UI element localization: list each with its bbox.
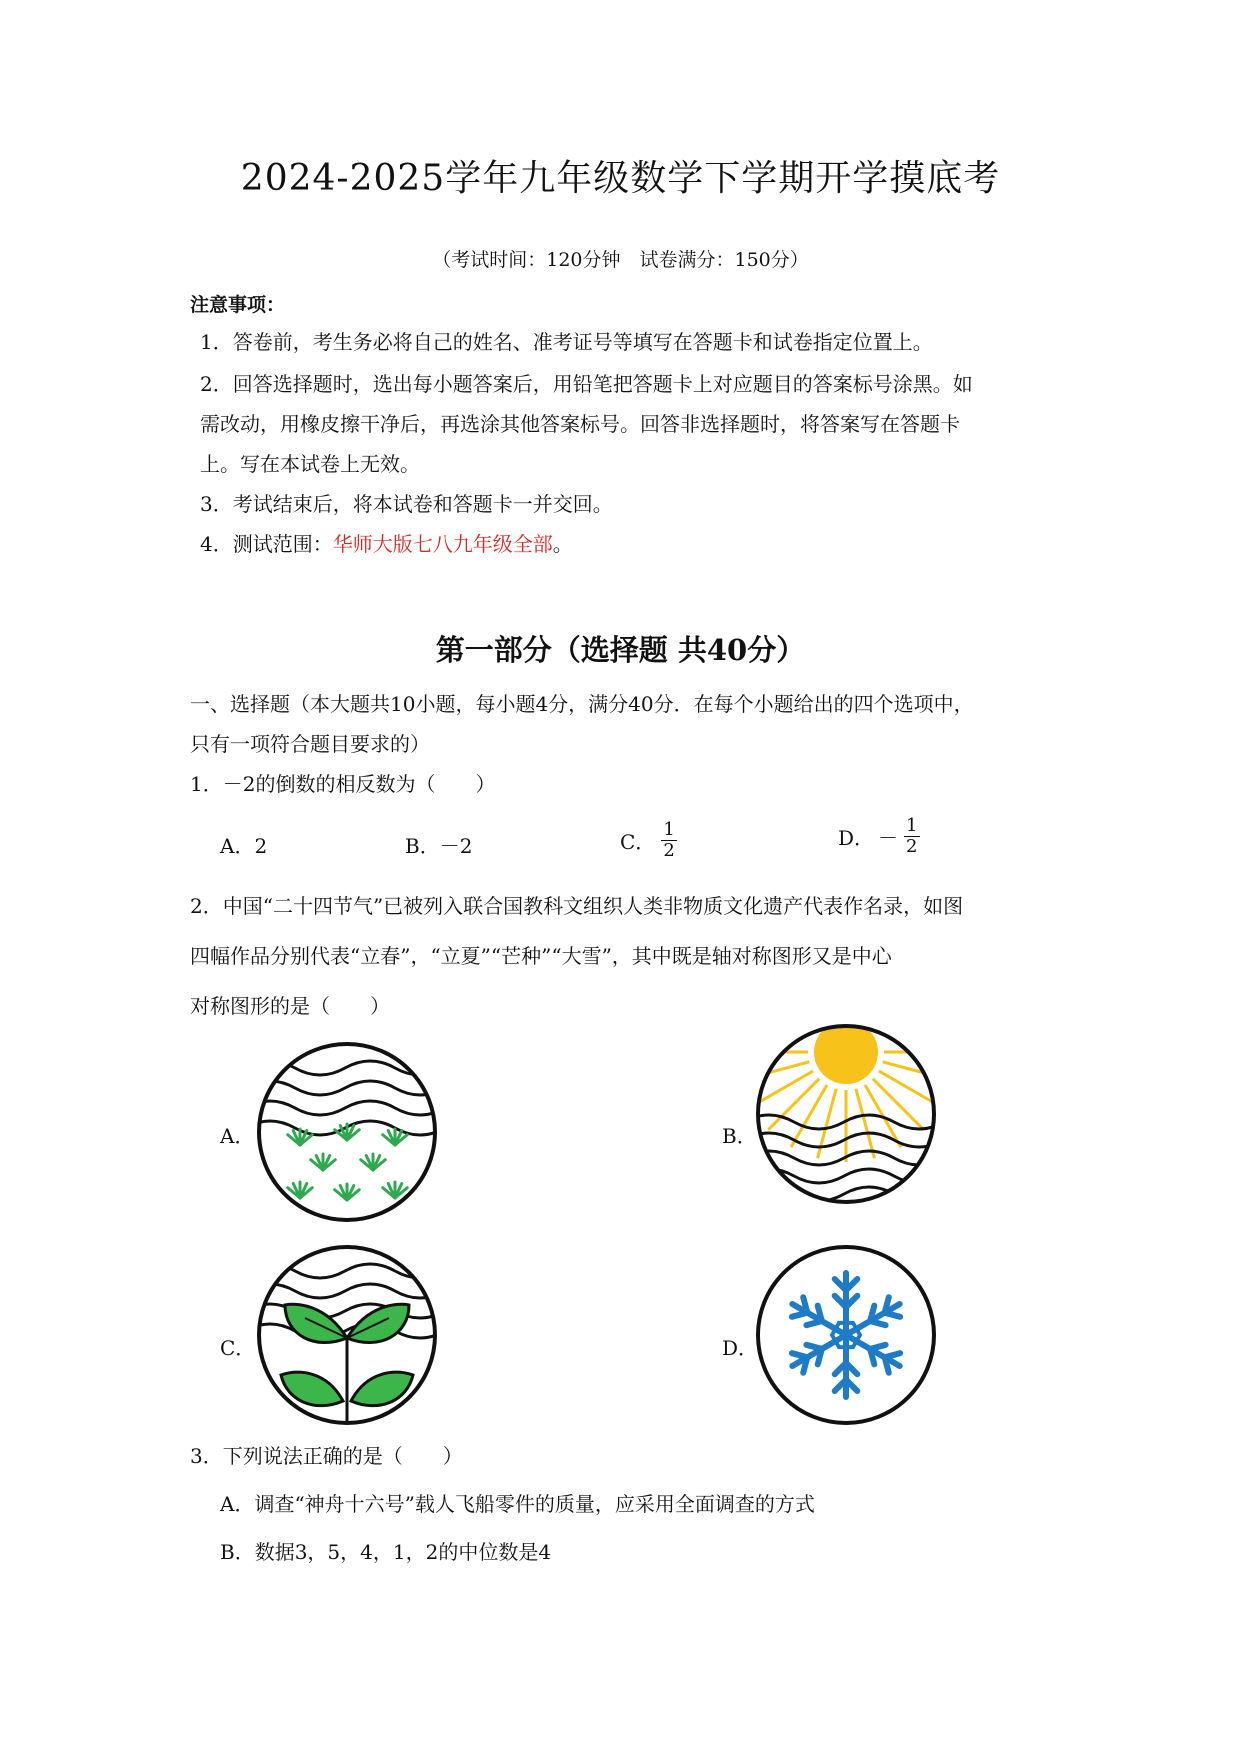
q1-option-c <box>620 820 677 861</box>
q1-stem: 1．－2的倒数的相反数为（ ） <box>190 772 496 796</box>
section-line-1: 一、选择题（本大题共10小题，每小题4分，满分40分．在每个小题给出的四个选项中， <box>190 692 974 716</box>
exam-info: （考试时间：120分钟 试卷满分：150分） <box>432 249 809 271</box>
q3-option-b: B．数据3，5，4，1，2的中位数是4 <box>220 1540 552 1564</box>
q2-line-3: 对称图形的是（ ） <box>190 994 390 1018</box>
sun-icon <box>814 1022 878 1084</box>
note-4-suffix: 。 <box>552 532 573 556</box>
q2-label-b: B． <box>722 1124 757 1148</box>
figure-c-grain-sprout <box>255 1243 439 1427</box>
fraction-half <box>661 820 676 861</box>
q2-label-d: D． <box>722 1336 759 1360</box>
figure-b-summer-sun-waves <box>754 1022 938 1206</box>
notes-heading: 注意事项： <box>190 294 286 316</box>
denominator: 2 <box>906 835 918 857</box>
note-4 <box>200 524 1060 564</box>
numerator: 1 <box>906 815 918 836</box>
fraction-half-negative <box>904 816 919 857</box>
q1-option-c-label: C． <box>620 829 656 854</box>
q2-label-a: A． <box>220 1124 255 1148</box>
minus-sign: － <box>878 825 899 850</box>
q2-label-c: C． <box>220 1336 256 1360</box>
section-line-2: 只有一项符合题目要求的） <box>190 732 430 756</box>
note-2-line-1: 2．回答选择题时，选出每小题答案后，用铅笔把答题卡上对应题目的答案标号涂黑。如 <box>200 372 973 396</box>
q1-option-d <box>838 816 920 857</box>
page-title: 2024-2025学年九年级数学下学期开学摸底考 <box>240 158 1001 199</box>
note-1: 1．答卷前，考生务必将自己的姓名、准考证号等填写在答题卡和试卷指定位置上。 <box>200 330 933 354</box>
test-scope: 华师大版七八九年级全部 <box>332 532 553 556</box>
note-4-prefix: 4．测试范围： <box>200 532 333 556</box>
q2-line-2: 四幅作品分别代表“立春”，“立夏”“芒种”“大雪”，其中既是轴对称图形又是中心 <box>190 944 892 968</box>
note-2-line-3: 上。写在本试卷上无效。 <box>200 452 420 476</box>
snowflake-icon <box>792 1273 900 1397</box>
grass-tufts <box>288 1124 408 1200</box>
note-2-line-2: 需改动，用橡皮擦干净后，再选涂其他答案标号。回答非选择题时，将答案写在答题卡 <box>200 412 960 436</box>
part-one-title: 第一部分（选择题 共40分） <box>435 633 806 667</box>
q1-option-a: A．2 <box>220 834 268 858</box>
figure-d-snowflake <box>754 1243 938 1427</box>
figure-a-spring-waves-grass <box>255 1040 439 1224</box>
q3-option-a: A．调查“神舟十六号”载人飞船零件的质量，应采用全面调查的方式 <box>220 1492 815 1516</box>
q2-line-1: 2．中国“二十四节气”已被列入联合国教科文组织人类非物质文化遗产代表作名录，如图 <box>190 894 964 918</box>
denominator: 2 <box>663 839 675 861</box>
q3-stem: 3．下列说法正确的是（ ） <box>190 1444 463 1468</box>
numerator: 1 <box>663 819 675 840</box>
q1-option-d-label: D． <box>838 825 875 850</box>
note-3: 3．考试结束后，将本试卷和答题卡一并交回。 <box>200 492 613 516</box>
section-instructions <box>190 684 1070 764</box>
q1-option-b: B．－2 <box>405 834 473 858</box>
